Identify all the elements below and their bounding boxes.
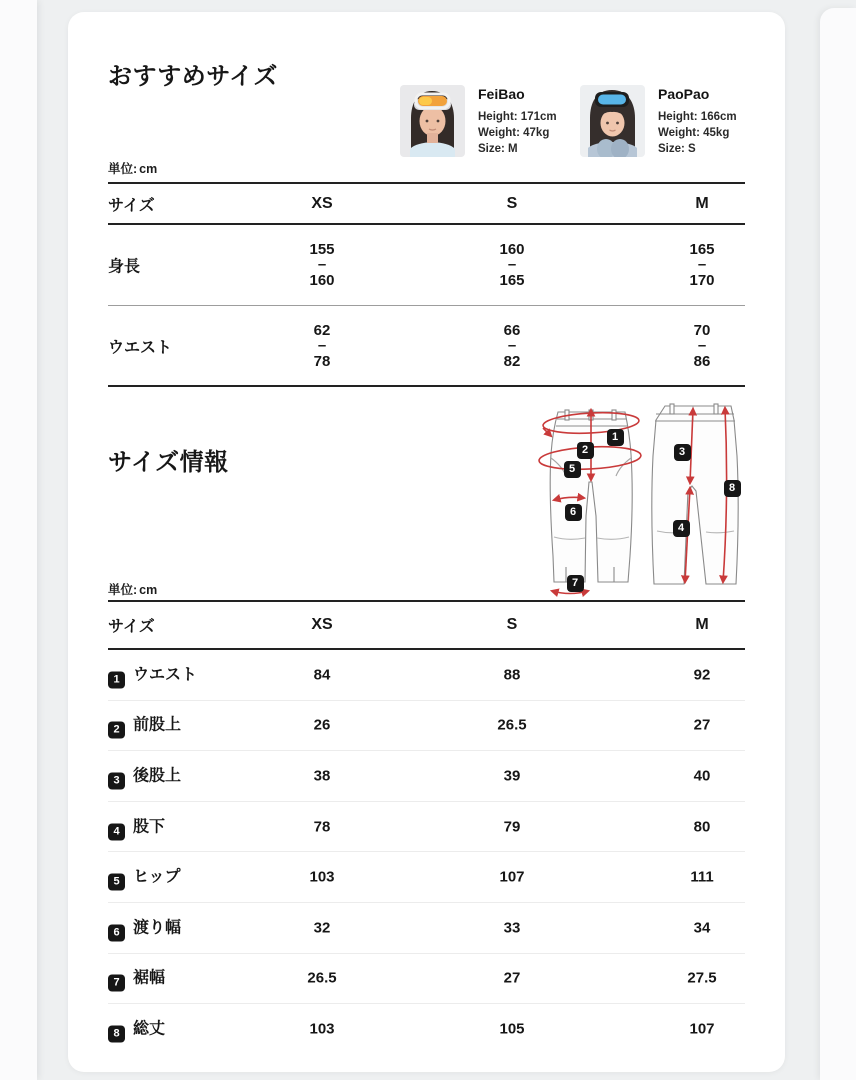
cell-s: 39 [503, 767, 521, 785]
cell-xs: 103 [309, 868, 335, 886]
range-value: 66 – 82 [503, 321, 521, 370]
table-row-inseam [108, 802, 745, 853]
header-s: S [506, 194, 518, 212]
cell-xs: 103 [309, 1020, 335, 1038]
table-row-thigh-width [108, 903, 745, 954]
badge-1: 1 [108, 671, 125, 688]
model-weight: Weight: 47kg [478, 127, 550, 139]
header-xs: XS [311, 616, 333, 633]
right-adjacent-panel[interactable] [820, 8, 856, 1080]
table-row-hip [108, 852, 745, 903]
model-height: Height: 171cm [478, 111, 557, 123]
cell-m: 80 [693, 818, 711, 836]
diagram-badge-7: 7 [567, 575, 584, 592]
badge-7: 7 [108, 975, 125, 992]
unit-label-1 [108, 159, 157, 177]
table-row-total-length [108, 1004, 745, 1054]
range-value: 165 – 170 [689, 241, 715, 289]
diagram-badge-3: 3 [674, 444, 691, 461]
pants-measurement-diagram [538, 396, 760, 603]
unit-value: cm [139, 162, 158, 176]
row-label: ウエスト [108, 339, 173, 356]
recommended-size-table [108, 182, 745, 387]
cell-s: 107 [499, 868, 525, 886]
cell-xs: 26 [313, 716, 331, 734]
header-m: M [695, 194, 709, 212]
model-height: Height: 166cm [658, 111, 737, 123]
model-info-paopao [658, 86, 788, 157]
row-label: 身長 [108, 258, 141, 276]
header-size: サイズ [108, 197, 155, 214]
row-label: 7 裾幅 [108, 965, 165, 992]
range-value: 155 – 160 [309, 241, 335, 289]
row-label: 6 渡り幅 [108, 914, 181, 941]
unit-label-2 [108, 580, 157, 598]
badge-4: 4 [108, 823, 125, 840]
cell-s: 79 [503, 818, 521, 836]
cell-xs: 84 [313, 666, 331, 684]
table-row-hem-width [108, 954, 745, 1005]
unit-prefix: 単位: [108, 162, 138, 176]
range-value: 62 – 78 [313, 321, 331, 370]
table-row-waist [108, 650, 745, 701]
diagram-badge-1: 1 [607, 429, 624, 446]
unit-value: cm [139, 583, 158, 597]
cell-xs: 38 [313, 767, 331, 785]
table-row-back-rise [108, 751, 745, 802]
row-label: 8 総丈 [108, 1015, 165, 1042]
header-m: M [695, 616, 709, 633]
cell-xs: 32 [313, 919, 331, 937]
header-size: サイズ [108, 618, 155, 636]
diagram-badge-8: 8 [724, 480, 741, 497]
table-row-front-rise [108, 701, 745, 752]
female-model-orange-goggles-illustration [400, 85, 465, 157]
pants-diagram-illustration [538, 396, 760, 603]
badge-2: 2 [108, 722, 125, 739]
header-xs: XS [311, 194, 333, 212]
cell-m: 107 [689, 1020, 715, 1038]
model-weight: Weight: 45kg [658, 127, 730, 139]
size-chart-card [68, 12, 785, 1072]
cell-s: 27 [503, 969, 521, 987]
left-adjacent-panel[interactable] [0, 0, 37, 1080]
table-header-row [108, 182, 745, 225]
cell-s: 33 [503, 919, 521, 937]
row-label: 3 後股上 [108, 762, 181, 789]
range-value: 70 – 86 [693, 321, 711, 370]
row-label: 1 ウエスト [108, 661, 197, 688]
diagram-badge-4: 4 [673, 520, 690, 537]
cell-xs: 26.5 [307, 969, 337, 987]
cell-m: 111 [690, 868, 714, 886]
diagram-badge-2: 2 [577, 442, 594, 459]
cell-s: 88 [503, 666, 521, 684]
unit-prefix: 単位: [108, 583, 138, 597]
range-value: 160 – 165 [499, 241, 525, 289]
cell-m: 27 [693, 716, 711, 734]
model-photo-feibao [400, 85, 465, 157]
cell-m: 40 [693, 767, 711, 785]
badge-3: 3 [108, 772, 125, 789]
cell-s: 105 [499, 1020, 525, 1038]
diagram-badge-6: 6 [565, 504, 582, 521]
table-row-waist [108, 306, 745, 387]
model-name: FeiBao [478, 86, 525, 102]
female-model-blue-goggles-illustration [580, 85, 645, 157]
diagram-badge-5: 5 [564, 461, 581, 478]
table-header-row [108, 600, 745, 650]
cell-m: 34 [693, 919, 711, 937]
row-label: 4 股下 [108, 813, 165, 840]
row-label: 5 ヒップ [108, 864, 181, 891]
size-info-title: サイズ情報 [108, 449, 229, 476]
table-row-height [108, 225, 745, 306]
cell-xs: 78 [313, 818, 331, 836]
model-size: Size: S [658, 143, 696, 155]
badge-5: 5 [108, 874, 125, 891]
model-size: Size: M [478, 143, 518, 155]
model-photo-paopao [580, 85, 645, 157]
size-info-table [108, 600, 745, 1054]
header-s: S [506, 616, 518, 633]
badge-6: 6 [108, 924, 125, 941]
recommended-size-title: おすすめサイズ [108, 63, 278, 90]
model-name: PaoPao [658, 86, 710, 102]
badge-8: 8 [108, 1025, 125, 1042]
cell-s: 26.5 [497, 716, 527, 734]
cell-m: 27.5 [687, 969, 717, 987]
cell-m: 92 [693, 666, 711, 684]
row-label: 2 前股上 [108, 712, 181, 739]
